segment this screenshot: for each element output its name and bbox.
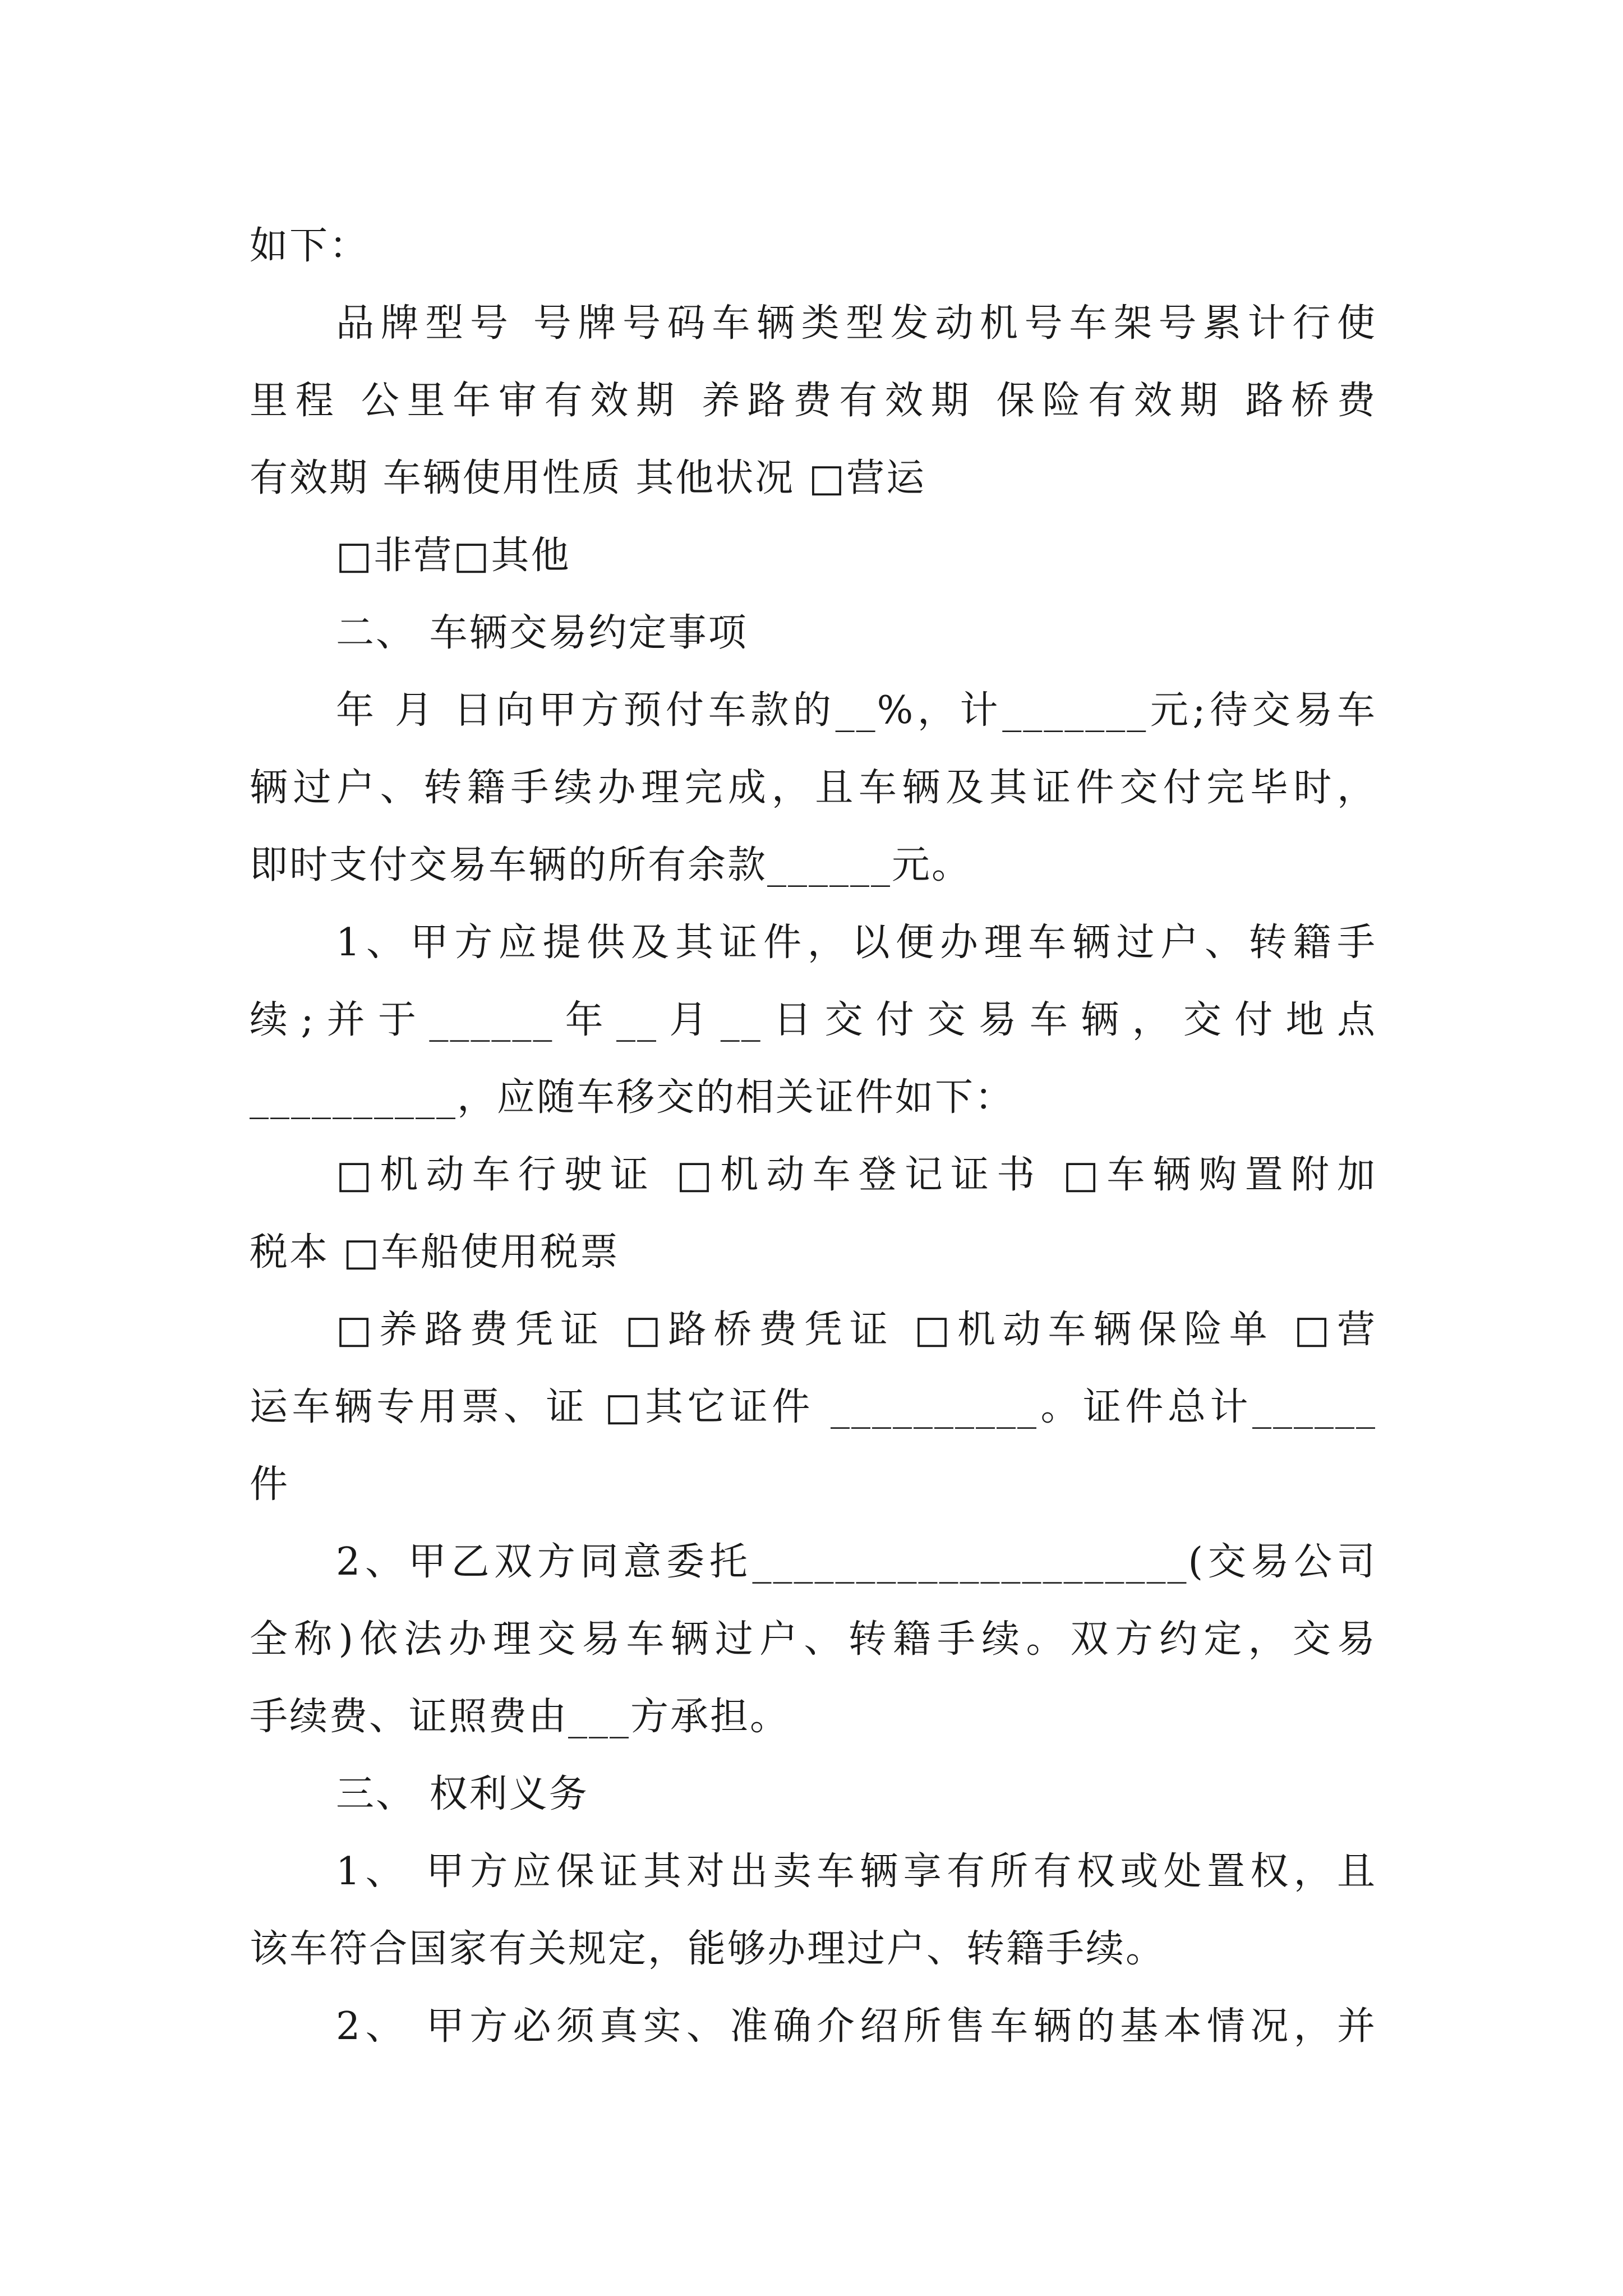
text-line: 品牌型号 号牌号码车辆类型发动机号车架号累计行使 bbox=[336, 301, 1377, 346]
text-line: □非营□其他 bbox=[336, 533, 571, 578]
text-line: 如下： bbox=[250, 224, 370, 268]
text-line: □机动车行驶证 □机动车登记证书 □车辆购置附加 bbox=[336, 1153, 1377, 1197]
text-line: 2、 甲方必须真实、准确介绍所售车辆的基本情况，并 bbox=[336, 2004, 1377, 2049]
text-line: □养路费凭证 □路桥费凭证 □机动车辆保险单 □营 bbox=[336, 1308, 1377, 1352]
document-body bbox=[250, 208, 1377, 2065]
text-line: 1、 甲方应保证其对出卖车辆享有所有权或处置权，且 bbox=[336, 1849, 1377, 1894]
text-line: 里程 公里年审有效期 养路费有效期 保险有效期 路桥费 bbox=[250, 379, 1377, 423]
text-line: 年 月 日向甲方预付车款的__%，计_______元;待交易车 bbox=[336, 688, 1377, 733]
text-line: 全称)依法办理交易车辆过户、转籍手续。双方约定，交易 bbox=[250, 1617, 1377, 1662]
text-line: __________，应随车移交的相关证件如下： bbox=[250, 1075, 1015, 1120]
text-line: 税本 □车船使用税票 bbox=[250, 1230, 620, 1274]
section-heading: 二、 车辆交易约定事项 bbox=[336, 611, 748, 655]
text-line: 手续费、证照费由___方承担。 bbox=[250, 1695, 790, 1739]
text-line: 有效期 车辆使用性质 其他状况 □营运 bbox=[250, 456, 926, 500]
text-line: 该车符合国家有关规定，能够办理过户、转籍手续。 bbox=[250, 1927, 1166, 1971]
text-line: 2、甲乙双方同意委托_____________________(交易公司 bbox=[336, 1540, 1377, 1584]
text-line: 辆过户、转籍手续办理完成，且车辆及其证件交付完毕时， bbox=[250, 766, 1377, 810]
text-line: 件 bbox=[250, 1462, 290, 1507]
text-line: 即时支付交易车辆的所有余款______元。 bbox=[250, 843, 972, 887]
text-line: 1、甲方应提供及其证件，以便办理车辆过户、转籍手 bbox=[336, 921, 1377, 965]
text-line: 续;并于______年__月__日交付交易车辆，交付地点 bbox=[250, 998, 1377, 1042]
text-line: 运车辆专用票、证 □其它证件 __________。证件总计______ bbox=[250, 1385, 1377, 1429]
section-heading: 三、 权利义务 bbox=[336, 1772, 589, 1816]
